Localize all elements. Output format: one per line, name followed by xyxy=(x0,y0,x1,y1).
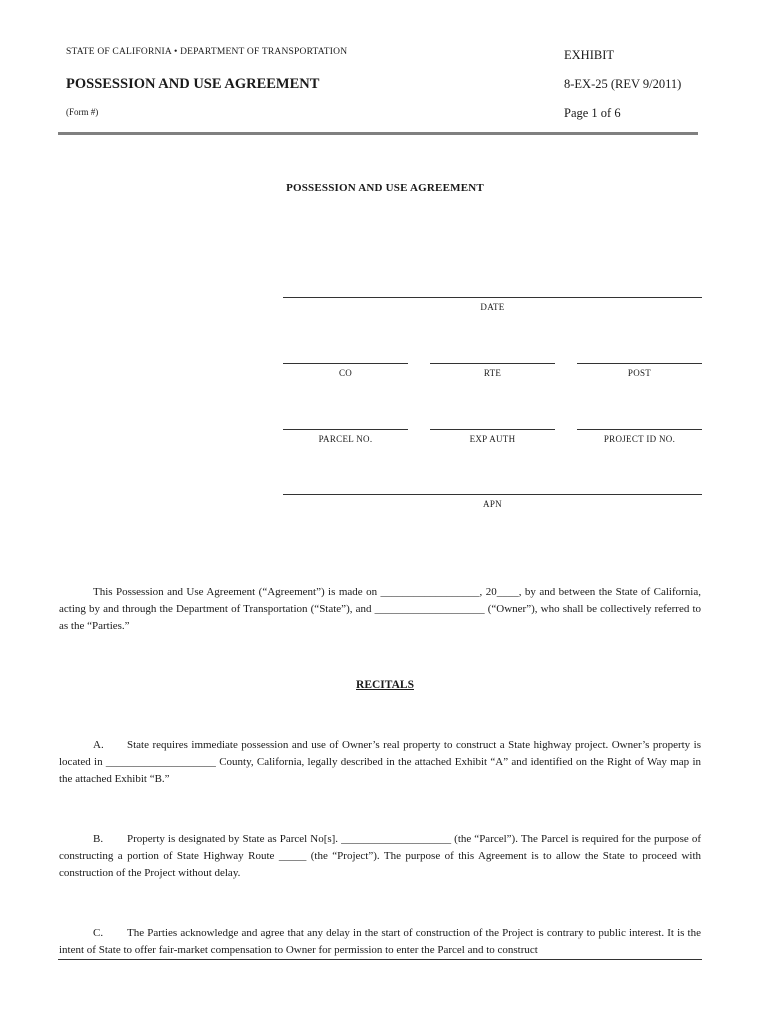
apn-field[interactable] xyxy=(283,494,702,509)
exp-auth-field[interactable] xyxy=(430,429,555,444)
co-field[interactable] xyxy=(283,363,408,378)
parcel-no-caption: PARCEL NO. xyxy=(318,434,373,444)
page-bottom-rule xyxy=(58,959,702,960)
page-number: Page 1 of 6 xyxy=(564,106,621,120)
project-id-field[interactable] xyxy=(577,429,702,444)
form-reference: (Form #) xyxy=(66,107,99,117)
post-field[interactable] xyxy=(577,363,702,378)
header-title: POSSESSION AND USE AGREEMENT xyxy=(66,76,320,92)
rte-caption: RTE xyxy=(483,368,502,378)
date-field[interactable] xyxy=(283,297,702,312)
rte-line xyxy=(430,363,555,364)
exp-auth-caption: EXP AUTH xyxy=(469,434,516,444)
exhibit-label: EXHIBIT xyxy=(564,48,614,62)
co-caption: CO xyxy=(338,368,353,378)
recital-a-text: State requires immediate possession and use of Owner’s real property to construct a State highway project. Owner’s property is located in ____________________ County, California, legally described in the attached Exhibit “A” and identified on the Right of Way map in the attached Exhibit “B.” xyxy=(59,739,701,785)
apn-line xyxy=(283,494,702,495)
date-caption: DATE xyxy=(480,302,505,312)
post-caption: POST xyxy=(627,368,652,378)
recital-b-text: Property is designated by State as Parcel No[s]. ____________________ (the “Parcel”). The Parcel is required for the purpose of constructing a portion of State Highway Route _____ (the “Project”). The purpose of this Agreement is to allow the State to proceed with construction of the Project without delay. xyxy=(59,833,701,879)
form-number: 8-EX-25 (REV 9/2011) xyxy=(564,77,682,91)
intro-paragraph xyxy=(59,584,701,635)
recitals-heading: RECITALS xyxy=(356,679,414,691)
project-id-caption: PROJECT ID NO. xyxy=(603,434,676,444)
date-line xyxy=(283,297,702,298)
co-line xyxy=(283,363,408,364)
agency-line: STATE OF CALIFORNIA • DEPARTMENT OF TRANSPORTATION xyxy=(66,47,348,57)
recital-b-label: B. xyxy=(93,833,104,845)
recital-c-label: C. xyxy=(93,927,104,939)
recital-c-text: The Parties acknowledge and agree that any delay in the start of construction of the Project is contrary to public interest. It is the intent of State to offer fair-market compensation to Owner for permission to enter the Parcel and to construct xyxy=(59,927,701,956)
recital-c xyxy=(59,925,701,959)
exp-auth-line xyxy=(430,429,555,430)
parcel-no-field[interactable] xyxy=(283,429,408,444)
header-divider xyxy=(58,132,698,135)
recital-b xyxy=(59,831,701,882)
project-id-line xyxy=(577,429,702,430)
document-title: POSSESSION AND USE AGREEMENT xyxy=(286,182,484,194)
recital-a xyxy=(59,737,701,788)
apn-caption: APN xyxy=(483,499,502,509)
post-line xyxy=(577,363,702,364)
recital-a-label: A. xyxy=(93,739,104,751)
intro-text: This Possession and Use Agreement (“Agreement”) is made on __________________, 20____, by and between the State of California, acting by and through the Department of Transportation (“State”), and ____________________ (“Owner”), who shall be collectively referred to as the “Parties.” xyxy=(59,586,701,632)
rte-field[interactable] xyxy=(430,363,555,378)
parcel-no-line xyxy=(283,429,408,430)
